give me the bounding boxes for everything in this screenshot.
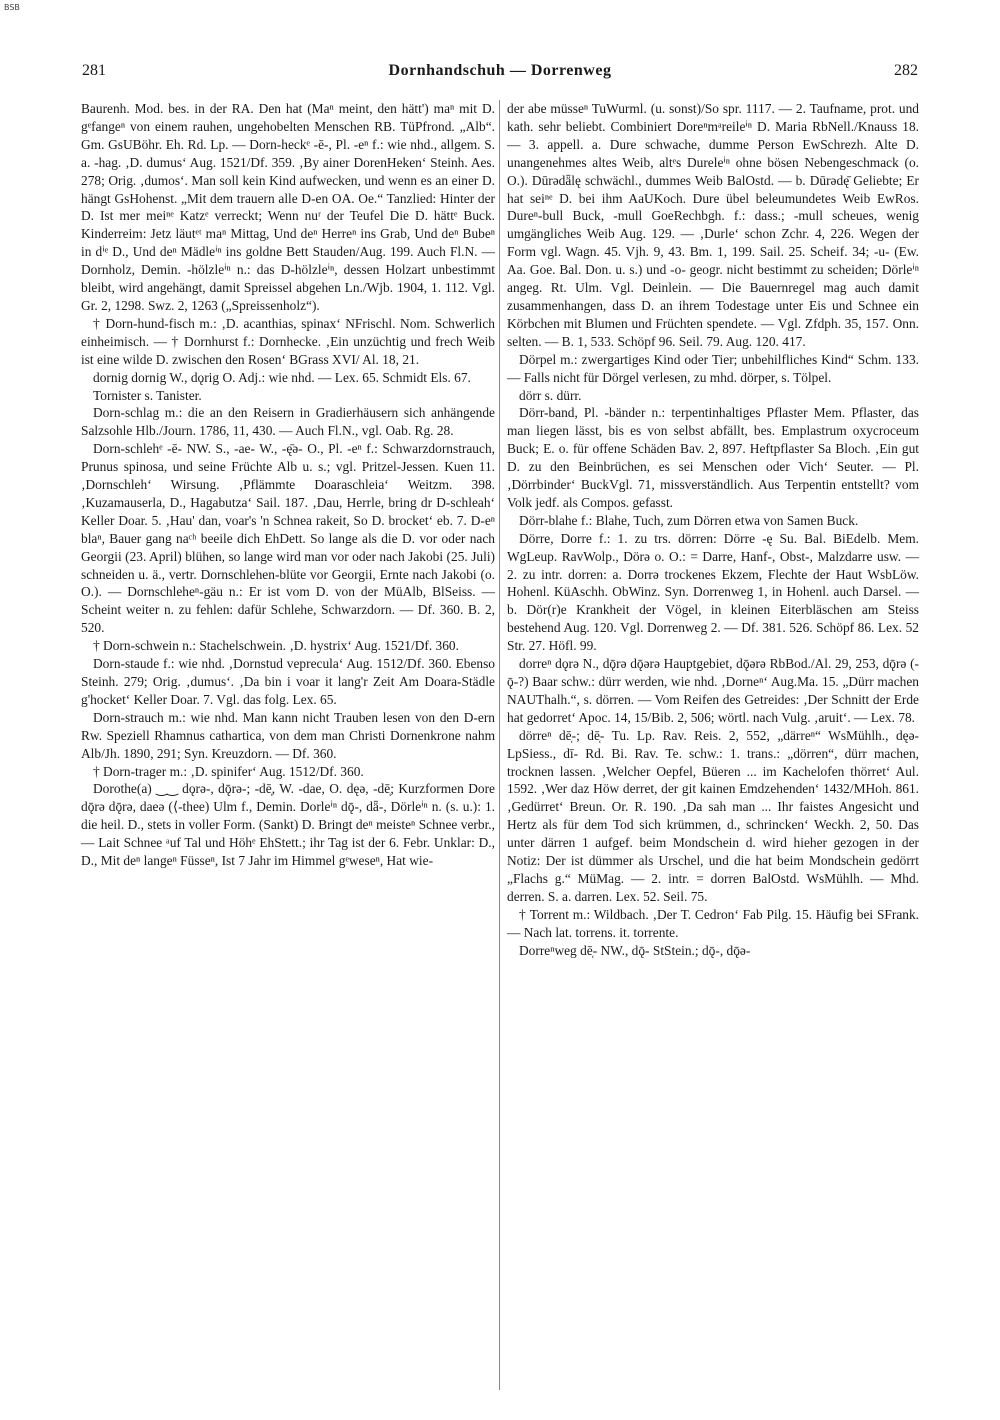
column-divider [499,100,500,1390]
entry-doerr: dörr s. dürr. [519,387,582,403]
entry-tornister: Tornister s. Tanister. [93,387,202,403]
entry-doerren: dörreⁿ dē̜-; dē̜- Tu. Lp. Rav. Reis. 2, 552, „därreⁿ“ WsMühlh., dęə-LpSiess., dī- Rd. Bi. Rav. Te. schw.: 1. trans.: „dörren“, dürr machen, trocknen lassen. ‚Welcher Oepfel, Büeren ... im Kachelofen thörret‘ Aul. 1592. ‚Wer daz Höw derret, der git kainen Emdzehenden‘ 1432/MHoh. 861. ‚Gedürret‘ Breun. Or. R. 190. ‚Da sah man ... Ihr faistes Angesicht und Hertz als für dem Tod sich krümmen, d., schrincken‘ Weckh. 2, 50. Das unter därren 1 aufgef. beim Mondschein d. wird hieher gezogen in der Notiz: Der ist dümmer als Urschel, und die hat beim Mondschein gedörrt „Flachs g.“ MüMag. — 2. intr. = dorren BalOstd. WsMühlh. — Mhd. derren. S. a. darren. Lex. 52. Seil. 75. [507,727,919,904]
entry-doerpel: Dörpel m.: zwergartiges Kind oder Tier; unbehilfliches Kind“ Schm. 133. — Falls nicht für Dörgel verlesen, zu mhd. dörper, s. Tölpel. [507,351,919,385]
entry-doerre: Dörre, Dorre f.: 1. zu trs. dörren: Dörre -ę Su. Bal. BiEdelb. Mem. WgLeup. RavWolp., Dörə o. O.: = Darre, Hanf-, Obst-, Malzdarre usw. — 2. zu intr. dorren: a. Dorrə trockenes Ekzem, Flechte der Haut WsbLöw. Hohenl. KüAschh. ObWinz. Syn. Dorrenweg 1, in Hohenl. auch Darsel. — b. Dör(r)e Krankheit der Vögel, in kleinen Eiterbläschen am Steiss bestehend Aug. 120. Vgl. Dorrenweg 2. — Df. 381. 526. Schöpf 86. Lex. 52 Str. 27. Höfl. 99. [507,530,919,654]
entry-dorn-hund-fisch: † Dorn-hund-fisch m.: ‚D. acanthias, spinax‘ NFrischl. Nom. Schwerlich einheimisch. — † Dornhurst f.: Dornhecke. ‚Ein unzüchtig und frech Weib ist eine wilde D. zwischen den Rosen‘ BGrass XVI/ Al. 18, 21. [81,315,495,367]
page-number-left: 281 [82,62,106,79]
page-number-right: 282 [894,62,918,79]
entry-dorn-schlehe: Dorn-schlehᵉ -ē- NW. S., -ae- W., -ę̄ə- O., Pl. -eⁿ f.: Schwarzdornstrauch, Prunus spinosa, und seine Früchte Alb u. s.; vgl. Pritzel-Jessen. Kuen 11. ‚Dornschleh‘ Wirsung. ‚Pflämmte Doaraschleia‘ Weitzm. 398. ‚Kuzamauserla, D., Hagabutza‘ Sail. 187. ‚Dau, Herrle, bring dr D-schleah‘ Keller Doar. 5. ‚Hau' dan, voar's 'n Schnea rakeit, So D. brocket‘ eb. 7. D-eⁿ blaⁿ, Bauer gang naᶜʰ beeile dich EhDett. So lange als die D. vor oder nach Georgii (23. April) blühen, so lange wird man vor oder nach Jakobi (25. Juli) schneiden u. ä., vertr. Dornschlehen-blüte vor Georgii, Ernte nach Jakobi (o. O.). — Dornschleheⁿ-gäu n.: Er ist vom D. von der MüAlb, BlSeiss. — Scheint weiter n. zu fehlen: dafür Schlehe, Schwarzdorn. — Df. 360. B. 2, 520. [81,441,495,636]
entry-dorothea: Dorothe(a) ‿‿ dǫrə-, dǭrə-; -dē̜, W. -dae, O. dęə, -dē̜; Kurzformen Dore dǭrə dǭrə, daeə (⟨-thee) Ulm f., Demin. Dorleⁱⁿ dǭ-, dǟ-, Dörleⁱⁿ n. (s. u.): 1. die heil. D., stets in voller Form. (Sankt) D. Bringt deⁿ meisteⁿ Schnee verbr., — Lait Schnee ᵃuf Tal und Höhᵉ EhStett.; ihr Tag ist der 6. Febr. Unklar: D., D., Mit deⁿ langeⁿ Füsseⁿ, Ist 7 Jahr im Himmel gᵉweseⁿ, Hat wie- [81,781,495,869]
entry-dorrenweg: Dorreⁿweg dē̜- NW., dǭ- StStein.; dǭ-, dǭə- [519,942,751,958]
left-column [81,100,495,870]
entry-doerr-blahe: Dörr-blahe f.: Blahe, Tuch, zum Dörren etwa von Samen Buck. [519,512,859,528]
entry-dorn-trager: † Dorn-trager m.: ‚D. spinifer‘ Aug. 1512/Df. 360. [93,763,364,779]
library-stamp: BSB [4,3,20,12]
entry-dorren: dorreⁿ dǫrə N., dǭrə dǭərə Hauptgebiet, dǭərə RbBod./Al. 29, 253, dǭrə (-ǭ-?) Baar schw.: dürr werden, wie nhd. ‚Dorneⁿ‘ Aug.Ma. 15. „Dürr machen NAUThalh.“, s. dörren. — Vom Reifen des Getreides: ‚Der Schnitt der Erde hat gedorret‘ Apoc. 14, 15/Bib. 2, 506; wörtl. nach Vulg. ‚aruit‘. — Lex. 78. [507,656,919,725]
entry-dorn-schwein: † Dorn-schwein n.: Stachelschwein. ‚D. hystrix‘ Aug. 1521/Df. 360. [93,638,459,654]
entry-torrent: † Torrent m.: Wildbach. ‚Der T. Cedron‘ Fab Pilg. 15. Häufig bei SFrank. — Nach lat. torrens. it. torrente. [507,906,919,940]
page-header [82,62,918,86]
entry-doerr-band: Dörr-band, Pl. -bänder n.: terpentinhaltiges Pflaster Mem. Pflaster, das man liegen lässt, bis es von selbst abfällt, bes. Emplastrum oxycroceum Buck; E. o. für offene Schäden Bav. 2, 897. Heftpflaster Sa Bloch. ‚Ein gut D. zu den Beinbrüchen, es sei Menschen oder Vich‘ Seuter. — Pl. ‚Dörrbinder‘ BuckVgl. 71, missverständlich. Aus Terpentin entstellt? vom Volk jedf. als Compos. gefasst. [507,405,919,510]
paragraph: der abe müsseⁿ TuWurml. (u. sonst)/So spr. 1117. — 2. Taufname, prot. und kath. sehr beliebt. Combiniert Doreⁿmᵃreileⁱⁿ D. Maria RbNell./Knauss 18. — 3. appell. a. Dure schwache, dumme Person EwSchrezh. Alte D. unangenehmes altes Weib, altᵉs Dureleⁱⁿ ohne bösen Nebengeschmack (o. O.). Dūrədǟlę schwächl., dummes Weib BalOstd. — b. Dūrədę̄ Geliebte; Er hat seiⁿᵉ D. bei ihm AaUKoch. Dure übel beleumundetes Weib EwRos. Dureⁿ-bull Buck, -mull GoeRechbgh. f.: dass.; -mull scheues, wenig umgängliches Weib Aug. 129. — ‚Durle‘ schon Zchr. 4, 226. Wegen der Form vgl. Wagn. 45. Vjh. 9, 43. Bm. 1, 199. Sail. 25. Scheif. 34; -u- (Ew. Aa. Goe. Bal. Don. u. s.) und -o- geogr. nicht bestimmt zu scheiden; Dörleⁱⁿ angeg. Rt. Ulm. Vgl. Deinlein. — Die Bauernregel mag auch damit zusammenhangen, dass D. an ihrem Todestage unter Eis und Schnee ein Körbchen mit Blumen und Früchten spendete. — Vgl. Zfdph. 35, 157. Onn. selten. — B. 1, 533. Schöpf 96. Seil. 79. Aug. 120. 417. [507,101,919,349]
entry-dornig: dornig dornig W., dǫrig O. Adj.: wie nhd. — Lex. 65. Schmidt Els. 67. [93,369,471,385]
page-title: Dornhandschuh — Dorrenweg [388,62,612,79]
entry-dorn-staude: Dorn-staude f.: wie nhd. ‚Dornstud veprecula‘ Aug. 1512/Df. 360. Ebenso Steinh. 279; Orig. ‚dumus‘. ‚Da bin i voar it lang'r Zeit Am Doara-Städle g'hocket‘ Keller Doar. 7. Vgl. das folg. Lex. 65. [81,656,495,707]
paragraph: Baurenh. Mod. bes. in der RA. Den hat (Maⁿ meint, den hätt') maⁿ mit D. gᵉfangeⁿ von einem rauhen, ungehobelten Menschen RB. TüPfrond. „Alb“. Gm. GsUBöhr. Eh. Rd. Lp. — Dorn-heckᵉ -ē-, Pl. -eⁿ f.: wie nhd., allgem. S. a. -hag. ‚D. dumus‘ Aug. 1521/Df. 359. ‚By ainer DorenHeken‘ Steinh. Aes. 278; Orig. ‚dumos‘. Man soll kein Kind aufwecken, und wenn es an einer D. hängt GsHohenst. „Mit dem trauern alle D-en OA. Oe.“ Tanzlied: Hinter der D. Ist mer meiⁿᵉ Katzᵉ verreckt; Wenn nuʳ der Teufel Die D. hättᵉ Buck. Kinderreim: Jetz läutᵉᵗ maⁿ Mittag, Und deⁿ Herreⁿ ins Grab, Und deⁿ Bubeⁿ in dⁱᵉ D., Und deⁿ Mädleⁱⁿ ins goldne Bett Stauden/Aug. 199. Auch Fl.N. — Dornholz, Demin. -hölzleⁱⁿ n.: das D-hölzleⁱⁿ, dessen Holzart unbestimmt bleibt, wird angehängt, damit Spreissel abgehen Ln./Wjb. 1904, 1. 112. Vgl. Gr. 2, 1298. Swz. 2, 1263 („Spreissenholz“). [81,101,495,313]
entry-dorn-strauch: Dorn-strauch m.: wie nhd. Man kann nicht Trauben lesen von den D-ern Rw. Speziell Rhamnus cathartica, von dem man Christi Dornenkrone nahm Alb/Jh. 1890, 291; Syn. Kreuzdorn. — Df. 360. [81,709,495,761]
entry-dorn-schlag: Dorn-schlag m.: die an den Reisern in Gradierhäusern sich anhängende Salzsohle Hlb./Journ. 1786, 11, 430. — Auch Fl.N., vgl. Oab. Rg. 28. [81,405,495,439]
right-column [507,100,919,960]
